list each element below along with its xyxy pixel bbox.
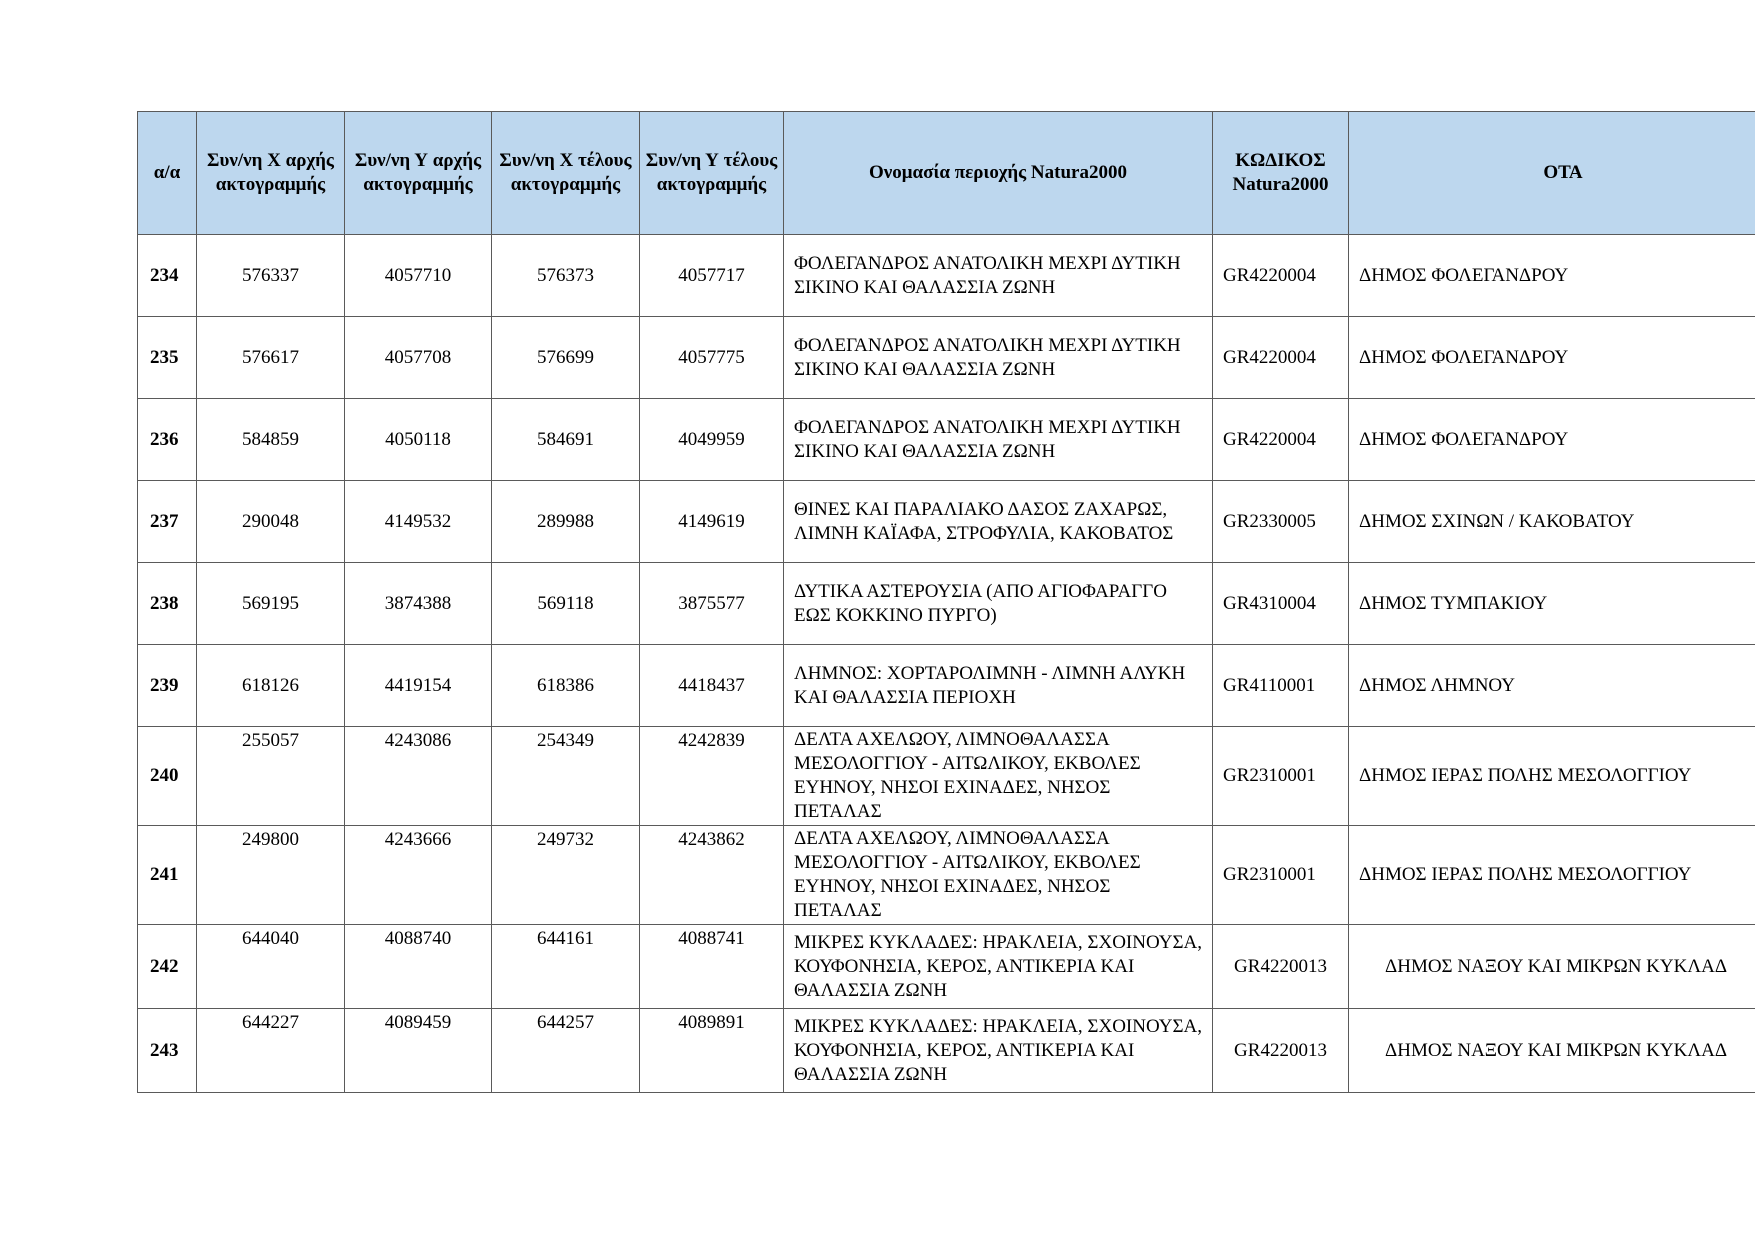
cell-aa: 238 — [138, 563, 197, 645]
cell-x-start: 584859 — [197, 399, 345, 481]
cell-ota: ΔΗΜΟΣ ΦΟΛΕΓΑΝΔΡΟΥ — [1349, 317, 1755, 399]
cell-x-end: 289988 — [492, 481, 640, 563]
cell-y-start: 4243666 — [345, 826, 492, 925]
cell-x-start: 644040 — [197, 925, 345, 1009]
table-body — [138, 235, 1755, 1093]
table-row — [138, 317, 1755, 399]
cell-y-end: 4089891 — [640, 1009, 784, 1093]
cell-y-start: 4243086 — [345, 727, 492, 826]
cell-natura-name: ΦΟΛΕΓΑΝΔΡΟΣ ΑΝΑΤΟΛΙΚΗ ΜΕΧΡΙ ΔΥΤΙΚΗ ΣΙΚΙΝΟ ΚΑΙ ΘΑΛΑΣΣΙΑ ΖΩΝΗ — [784, 235, 1213, 317]
cell-natura-code: GR2310001 — [1213, 826, 1349, 925]
cell-x-start: 576337 — [197, 235, 345, 317]
cell-natura-name: ΜΙΚΡΕΣ ΚΥΚΛΑΔΕΣ: ΗΡΑΚΛΕΙΑ, ΣΧΟΙΝΟΥΣΑ, ΚΟΥΦΟΝΗΣΙΑ, ΚΕΡΟΣ, ΑΝΤΙΚΕΡΙΑ ΚΑΙ ΘΑΛΑΣΣΙΑ ΖΩΝΗ — [784, 925, 1213, 1009]
header-aa: α/α — [138, 112, 197, 235]
cell-x-end: 254349 — [492, 727, 640, 826]
cell-aa: 234 — [138, 235, 197, 317]
cell-natura-code: GR4220013 — [1213, 925, 1349, 1009]
header-natura-code: ΚΩΔΙΚΟΣ Natura2000 — [1213, 112, 1349, 235]
cell-x-start: 290048 — [197, 481, 345, 563]
cell-natura-code: GR2310001 — [1213, 727, 1349, 826]
cell-x-start: 569195 — [197, 563, 345, 645]
cell-natura-name: ΜΙΚΡΕΣ ΚΥΚΛΑΔΕΣ: ΗΡΑΚΛΕΙΑ, ΣΧΟΙΝΟΥΣΑ, ΚΟΥΦΟΝΗΣΙΑ, ΚΕΡΟΣ, ΑΝΤΙΚΕΡΙΑ ΚΑΙ ΘΑΛΑΣΣΙΑ ΖΩΝΗ — [784, 1009, 1213, 1093]
cell-aa: 237 — [138, 481, 197, 563]
table-row — [138, 826, 1755, 925]
cell-x-start: 249800 — [197, 826, 345, 925]
cell-ota: ΔΗΜΟΣ ΙΕΡΑΣ ΠΟΛΗΣ ΜΕΣΟΛΟΓΓΙΟΥ — [1349, 826, 1755, 925]
cell-y-end: 4149619 — [640, 481, 784, 563]
header-y-start: Συν/νη Υ αρχής ακτογραμμής — [345, 112, 492, 235]
cell-y-start: 4050118 — [345, 399, 492, 481]
cell-y-end: 4088741 — [640, 925, 784, 1009]
cell-ota: ΔΗΜΟΣ ΦΟΛΕΓΑΝΔΡΟΥ — [1349, 235, 1755, 317]
table-row — [138, 399, 1755, 481]
cell-x-end: 576373 — [492, 235, 640, 317]
cell-aa: 239 — [138, 645, 197, 727]
cell-x-start: 618126 — [197, 645, 345, 727]
header-x-start: Συν/νη Χ αρχής ακτογραμμής — [197, 112, 345, 235]
cell-y-start: 4088740 — [345, 925, 492, 1009]
table-row — [138, 727, 1755, 826]
cell-y-start: 4089459 — [345, 1009, 492, 1093]
header-natura-name: Ονομασία περιοχής Natura2000 — [784, 112, 1213, 235]
table-row — [138, 925, 1755, 1009]
table-row — [138, 235, 1755, 317]
cell-y-end: 4049959 — [640, 399, 784, 481]
cell-x-start: 255057 — [197, 727, 345, 826]
cell-natura-code: GR4220004 — [1213, 399, 1349, 481]
coastline-table-wrapper — [137, 111, 1755, 1093]
cell-natura-code: GR4110001 — [1213, 645, 1349, 727]
cell-ota: ΔΗΜΟΣ ΝΑΞΟΥ ΚΑΙ ΜΙΚΡΩΝ ΚΥΚΛΑΔ — [1349, 925, 1755, 1009]
cell-y-end: 4243862 — [640, 826, 784, 925]
cell-natura-name: ΛΗΜΝΟΣ: ΧΟΡΤΑΡΟΛΙΜΝΗ - ΛΙΜΝΗ ΑΛΥΚΗ ΚΑΙ ΘΑΛΑΣΣΙΑ ΠΕΡΙΟΧΗ — [784, 645, 1213, 727]
cell-ota: ΔΗΜΟΣ ΣΧΙΝΩΝ / ΚΑΚΟΒΑΤΟΥ — [1349, 481, 1755, 563]
cell-y-end: 4057717 — [640, 235, 784, 317]
cell-y-end: 4057775 — [640, 317, 784, 399]
cell-y-start: 3874388 — [345, 563, 492, 645]
cell-natura-code: GR2330005 — [1213, 481, 1349, 563]
cell-x-end: 644257 — [492, 1009, 640, 1093]
cell-natura-name: ΔΕΛΤΑ ΑΧΕΛΩΟΥ, ΛΙΜΝΟΘΑΛΑΣΣΑ ΜΕΣΟΛΟΓΓΙΟΥ - ΑΙΤΩΛΙΚΟΥ, ΕΚΒΟΛΕΣ ΕΥΗΝΟΥ, ΝΗΣΟΙ ΕΧΙΝΑΔΕΣ, ΝΗΣΟΣ ΠΕΤΑΛΑΣ — [784, 826, 1213, 925]
cell-ota: ΔΗΜΟΣ ΙΕΡΑΣ ΠΟΛΗΣ ΜΕΣΟΛΟΓΓΙΟΥ — [1349, 727, 1755, 826]
cell-natura-name: ΘΙΝΕΣ ΚΑΙ ΠΑΡΑΛΙΑΚΟ ΔΑΣΟΣ ΖΑΧΑΡΩΣ, ΛΙΜΝΗ ΚΑΪΑΦΑ, ΣΤΡΟΦΥΛΙΑ, ΚΑΚΟΒΑΤΟΣ — [784, 481, 1213, 563]
cell-natura-code: GR4220004 — [1213, 317, 1349, 399]
cell-natura-name: ΔΕΛΤΑ ΑΧΕΛΩΟΥ, ΛΙΜΝΟΘΑΛΑΣΣΑ ΜΕΣΟΛΟΓΓΙΟΥ - ΑΙΤΩΛΙΚΟΥ, ΕΚΒΟΛΕΣ ΕΥΗΝΟΥ, ΝΗΣΟΙ ΕΧΙΝΑΔΕΣ, ΝΗΣΟΣ ΠΕΤΑΛΑΣ — [784, 727, 1213, 826]
cell-y-start: 4057710 — [345, 235, 492, 317]
table-row — [138, 563, 1755, 645]
cell-x-start: 576617 — [197, 317, 345, 399]
cell-x-end: 584691 — [492, 399, 640, 481]
table-row — [138, 1009, 1755, 1093]
cell-aa: 240 — [138, 727, 197, 826]
header-ota: ΟΤΑ — [1349, 112, 1755, 235]
header-row — [138, 112, 1755, 235]
cell-y-start: 4149532 — [345, 481, 492, 563]
cell-ota: ΔΗΜΟΣ ΤΥΜΠΑΚΙΟΥ — [1349, 563, 1755, 645]
cell-x-end: 644161 — [492, 925, 640, 1009]
cell-aa: 243 — [138, 1009, 197, 1093]
header-y-end: Συν/νη Υ τέλους ακτογραμμής — [640, 112, 784, 235]
cell-x-start: 644227 — [197, 1009, 345, 1093]
cell-y-end: 3875577 — [640, 563, 784, 645]
cell-natura-name: ΦΟΛΕΓΑΝΔΡΟΣ ΑΝΑΤΟΛΙΚΗ ΜΕΧΡΙ ΔΥΤΙΚΗ ΣΙΚΙΝΟ ΚΑΙ ΘΑΛΑΣΣΙΑ ΖΩΝΗ — [784, 399, 1213, 481]
cell-y-end: 4418437 — [640, 645, 784, 727]
coastline-table — [137, 111, 1755, 1093]
cell-ota: ΔΗΜΟΣ ΦΟΛΕΓΑΝΔΡΟΥ — [1349, 399, 1755, 481]
cell-y-start: 4057708 — [345, 317, 492, 399]
cell-natura-code: GR4310004 — [1213, 563, 1349, 645]
table-row — [138, 645, 1755, 727]
cell-aa: 235 — [138, 317, 197, 399]
cell-natura-name: ΦΟΛΕΓΑΝΔΡΟΣ ΑΝΑΤΟΛΙΚΗ ΜΕΧΡΙ ΔΥΤΙΚΗ ΣΙΚΙΝΟ ΚΑΙ ΘΑΛΑΣΣΙΑ ΖΩΝΗ — [784, 317, 1213, 399]
cell-natura-code: GR4220013 — [1213, 1009, 1349, 1093]
table-row — [138, 481, 1755, 563]
cell-aa: 241 — [138, 826, 197, 925]
cell-aa: 242 — [138, 925, 197, 1009]
cell-x-end: 576699 — [492, 317, 640, 399]
cell-ota: ΔΗΜΟΣ ΛΗΜΝΟΥ — [1349, 645, 1755, 727]
cell-ota: ΔΗΜΟΣ ΝΑΞΟΥ ΚΑΙ ΜΙΚΡΩΝ ΚΥΚΛΑΔ — [1349, 1009, 1755, 1093]
cell-y-end: 4242839 — [640, 727, 784, 826]
cell-x-end: 569118 — [492, 563, 640, 645]
header-x-end: Συν/νη Χ τέλους ακτογραμμής — [492, 112, 640, 235]
table-header — [138, 112, 1755, 235]
cell-x-end: 618386 — [492, 645, 640, 727]
cell-y-start: 4419154 — [345, 645, 492, 727]
cell-aa: 236 — [138, 399, 197, 481]
cell-x-end: 249732 — [492, 826, 640, 925]
cell-natura-name: ΔΥΤΙΚΑ ΑΣΤΕΡΟΥΣΙΑ (ΑΠΟ ΑΓΙΟΦΑΡΑΓΓΟ ΕΩΣ ΚΟΚΚΙΝΟ ΠΥΡΓΟ) — [784, 563, 1213, 645]
cell-natura-code: GR4220004 — [1213, 235, 1349, 317]
